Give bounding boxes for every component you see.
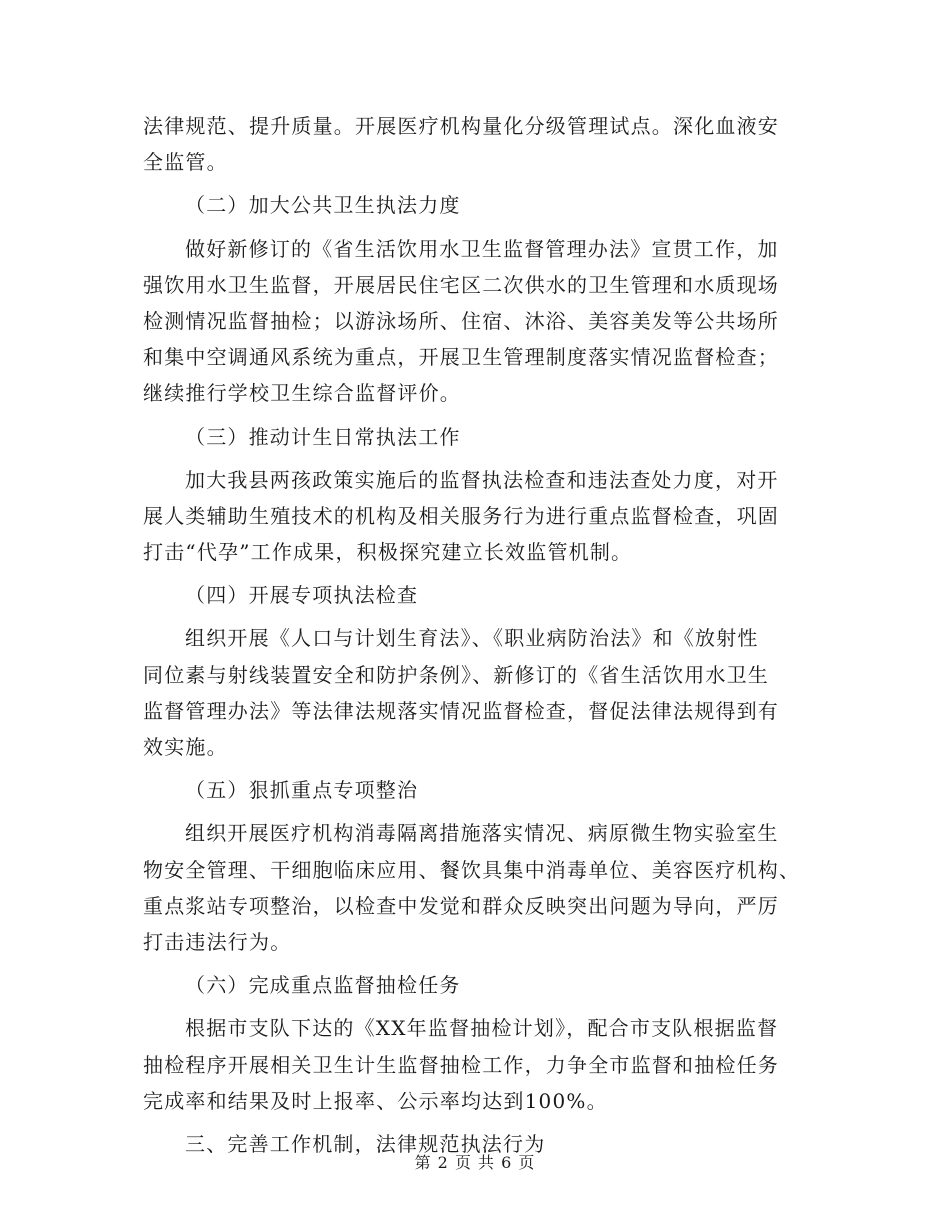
paragraph-line: 抽检程序开展相关卫生计生监督抽检工作，力争全市监督和抽检任务 xyxy=(143,1052,779,1077)
section-heading-2: （二）加大公共卫生执法力度 xyxy=(185,193,461,218)
paragraph-line: 强饮用水卫生监督，开展居民住宅区二次供水的卫生管理和水质现场 xyxy=(143,272,779,297)
paragraph-line: 继续推行学校卫生综合监督评价。 xyxy=(143,381,461,406)
paragraph-line: 同位素与射线装置安全和防护条例》、新修订的《省生活饮用水卫生 xyxy=(143,662,769,687)
paragraph-line: 监督管理办法》等法律法规落实情况监督检查，督促法律法规得到有 xyxy=(143,698,779,723)
paragraph-line: 加大我县两孩政策实施后的监督执法检查和违法查处力度，对开 xyxy=(185,467,779,492)
paragraph-line: 根据市支队下达的《XX年监督抽检计划》，配合市支队根据监督 xyxy=(185,1016,779,1041)
paragraph-line: 打击违法行为。 xyxy=(143,929,292,954)
page-number-footer: 第 2 页 共 6 页 xyxy=(414,1153,536,1172)
paragraph-line: 全监管。 xyxy=(143,150,228,175)
section-heading-3: （三）推动计生日常执法工作 xyxy=(185,424,461,449)
paragraph-line: 组织开展医疗机构消毒隔离措施落实情况、病原微生物实验室生 xyxy=(185,821,779,846)
paragraph-line: 完成率和结果及时上报率、公示率均达到100%。 xyxy=(143,1088,608,1113)
paragraph-line: 检测情况监督抽检；以游泳场所、住宿、沐浴、美容美发等公共场所 xyxy=(143,308,779,333)
paragraph-line: 展人类辅助生殖技术的机构及相关服务行为进行重点监督检查，巩固 xyxy=(143,503,779,528)
section-heading-5: （五）狠抓重点专项整治 xyxy=(185,778,419,803)
paragraph-line: 打击“代孕”工作成果，积极探究建立长效监管机制。 xyxy=(143,540,633,565)
section-heading-4: （四）开展专项执法检查 xyxy=(185,583,419,608)
paragraph-line: 重点浆站专项整治，以检查中发觉和群众反映突出问题为导向，严厉 xyxy=(143,893,779,918)
paragraph-line: 物安全管理、干细胞临床应用、餐饮具集中消毒单位、美容医疗机构、 xyxy=(143,857,801,882)
paragraph-line: 做好新修订的《省生活饮用水卫生监督管理办法》宣贯工作，加 xyxy=(185,236,779,261)
paragraph-line: 效实施。 xyxy=(143,735,228,759)
paragraph-line: 组织开展《人口与计划生育法》、《职业病防治法》和《放射性 xyxy=(185,626,759,651)
section-heading-6: （六）完成重点监督抽检任务 xyxy=(185,973,461,998)
paragraph-line: 法律规范、提升质量。开展医疗机构量化分级管理试点。深化血液安 xyxy=(143,114,779,138)
paragraph-line: 和集中空调通风系统为重点，开展卫生管理制度落实情况监督检查； xyxy=(143,345,779,370)
chapter-heading-3: 三、完善工作机制，法律规范执法行为 xyxy=(185,1131,546,1156)
document-body xyxy=(143,108,813,1162)
